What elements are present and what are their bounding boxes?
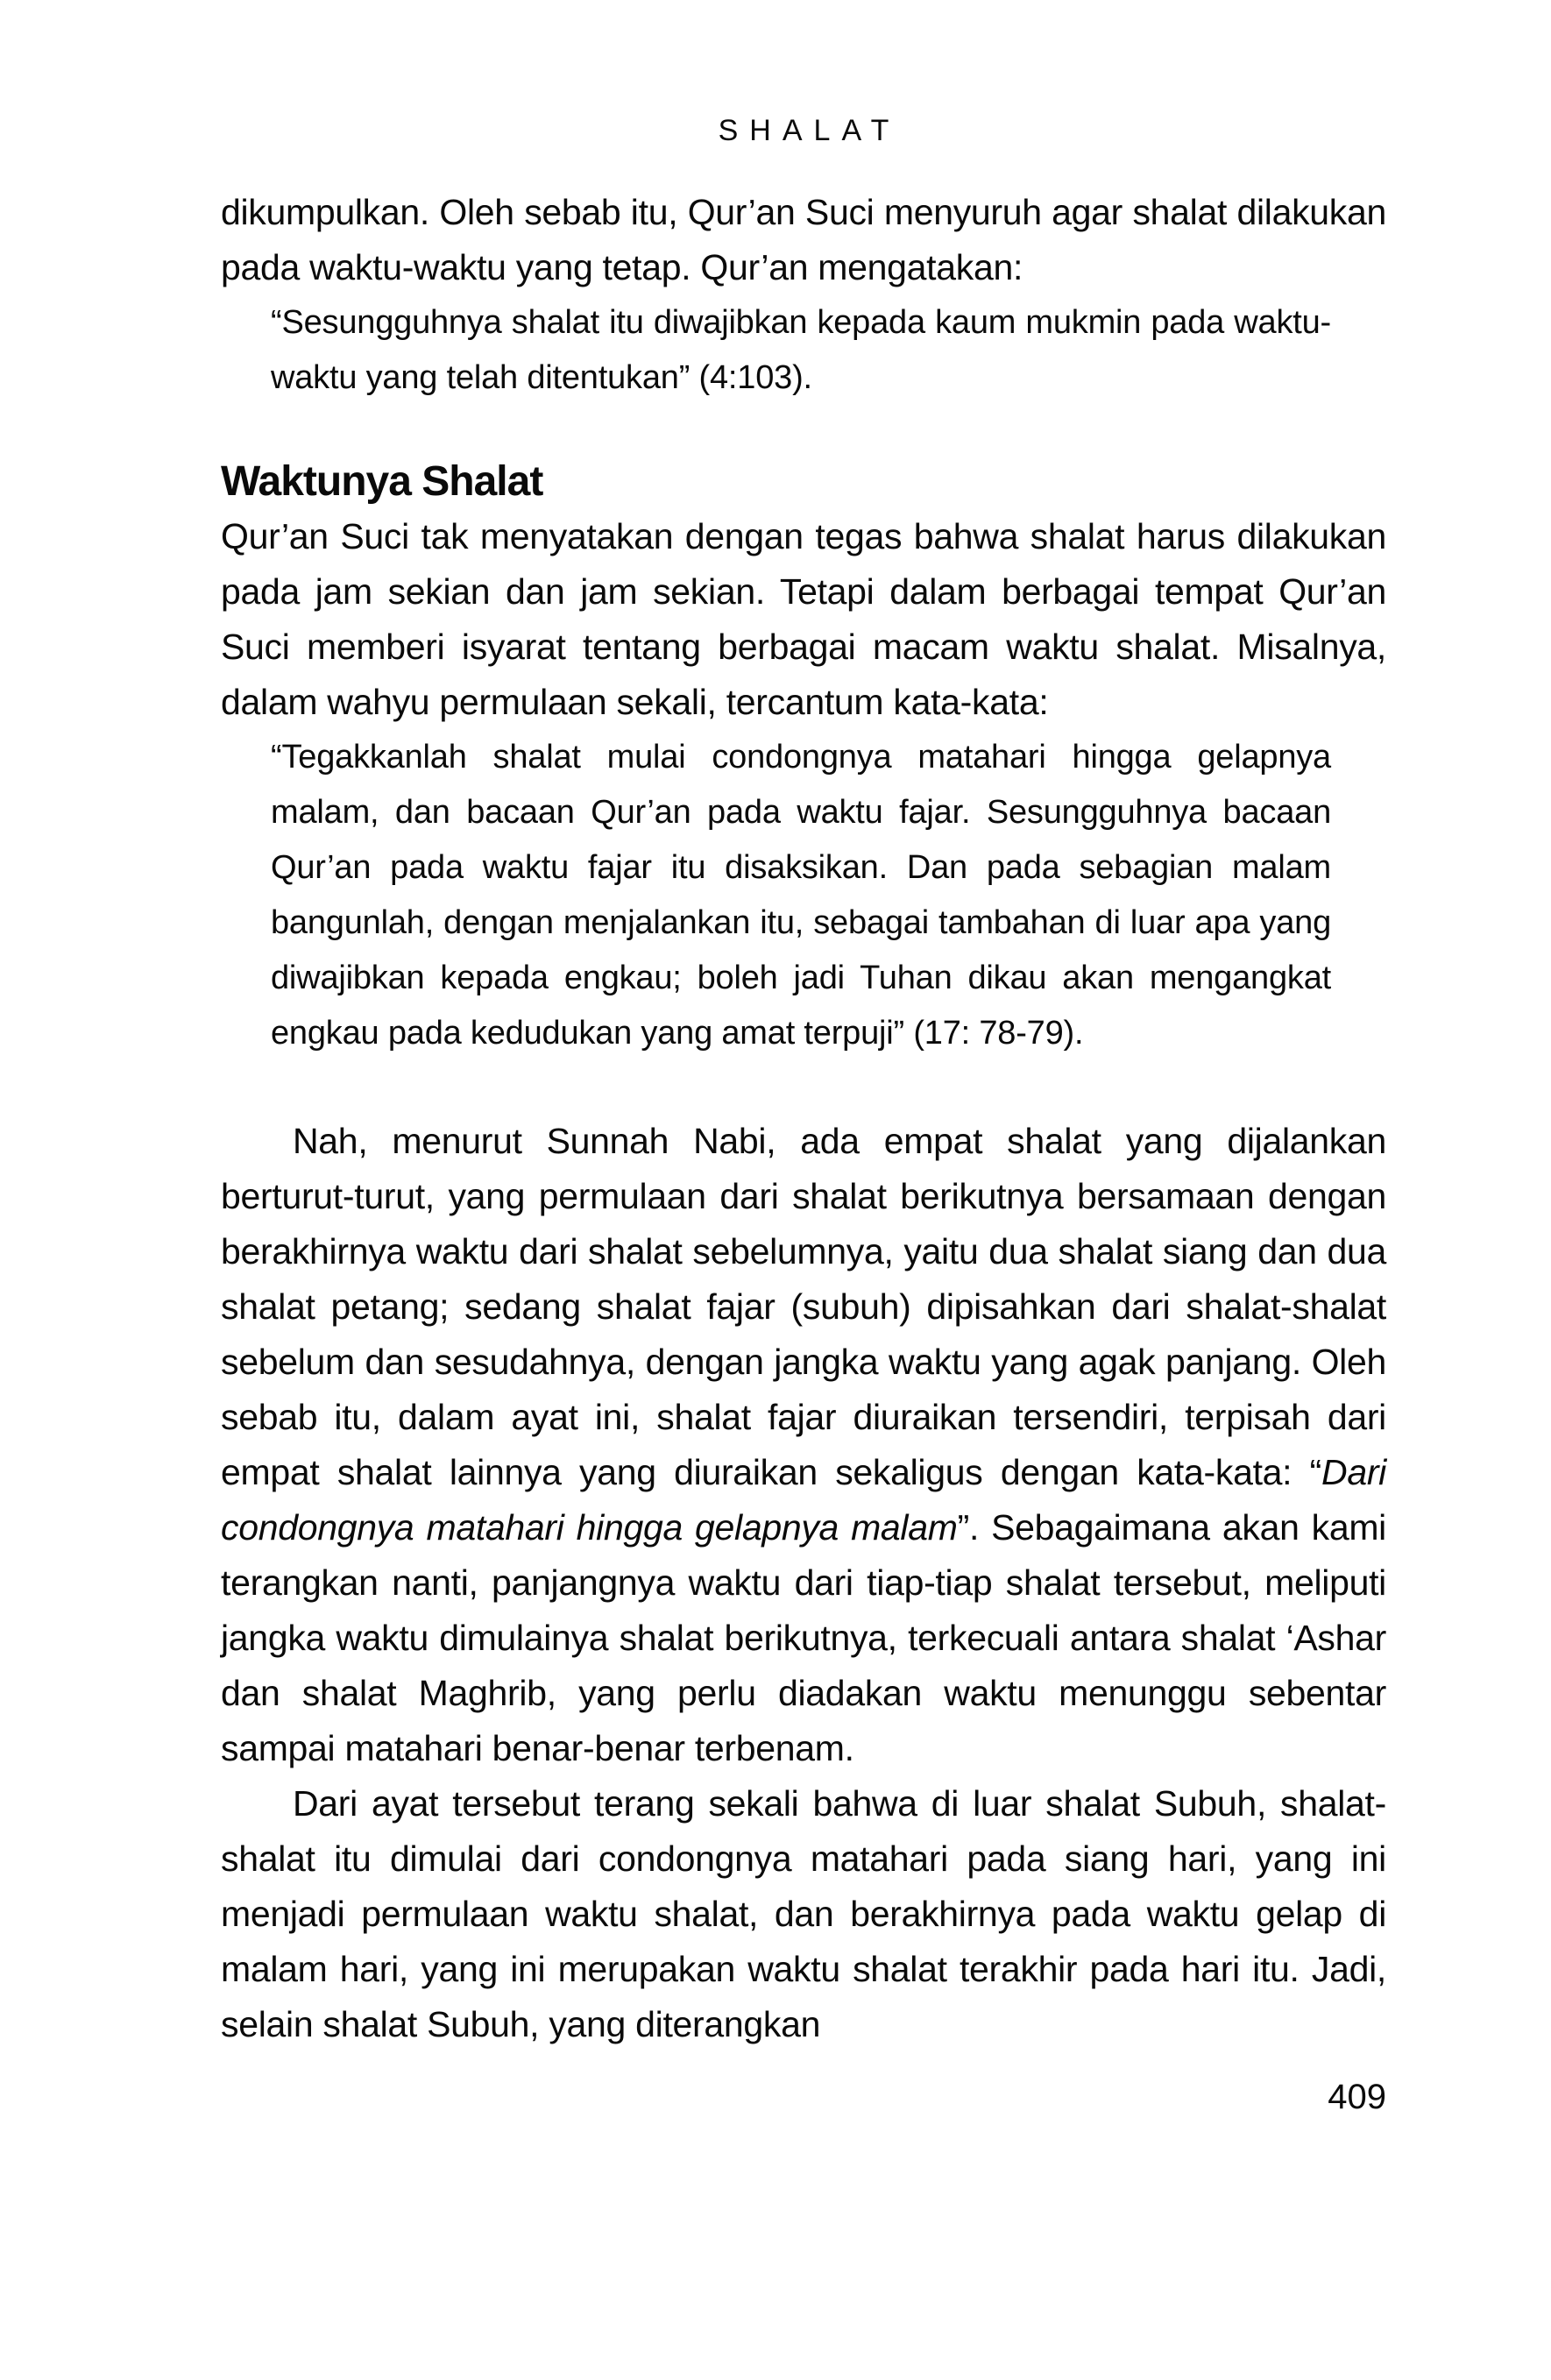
quran-quote-4-103: “Sesungguhnya shalat itu diwajibkan kepada kaum mukmin pada waktu-waktu yang telah ditentukan” (4:103). [271, 304, 1331, 396]
paragraph-empat-shalat-text: Nah, menurut Sunnah Nabi, ada empat shalat yang dijalankan berturut-turut, yang permulaan dari shalat berikutnya bersamaan dengan berakhirnya waktu dari shalat sebelumnya, yaitu dua shalat siang dan dua shalat petang; sedang shalat fajar (subuh) dipisahkan dari shalat-shalat sebelum dan sesudahnya, dengan jangka waktu yang agak panjang. Oleh sebab itu, dalam ayat ini, shalat fajar diuraikan tersendiri, terpisah dari empat shalat lainnya yang diuraikan sekaligus dengan kata-kata: “ [221, 1121, 1386, 1492]
quoted-phrase-italic: Dari condongnya matahari hingga gelapnya malam [221, 1452, 1386, 1548]
quran-quote-17-78-79: “Tegakkanlah shalat mulai condongnya matahari hingga gelapnya malam, dan bacaan Qur’an pada waktu fajar. Sesungguhnya bacaan Qur’an pada waktu fajar itu disaksikan. Dan pada sebagian malam bangunlah, dengan menjalankan itu, sebagai tambahan di luar apa yang diwajibkan kepada engkau; boleh jadi Tuhan dikau akan mengangkat engkau pada kedudukan yang amat terpuji” (17: 78-79). [271, 739, 1331, 1052]
paragraph-dari-ayat: Dari ayat tersebut terang sekali bahwa di luar shalat Subuh, shalat-shalat itu dimulai dari condongnya matahari pada siang hari, yang ini menjadi permulaan waktu shalat, dan berakhirnya pada waktu gelap di malam hari, yang ini merupakan waktu shalat terakhir pada hari itu. Jadi, selain shalat Subuh, yang diterangkan [221, 1783, 1386, 2044]
paragraph-empat-shalat-text-cont: ”. Sebagaimana akan kami terangkan nanti, panjangnya waktu dari tiap-tiap shalat tersebut, meliputi jangka waktu dimulainya shalat berikutnya, terkecuali antara shalat ‘Ashar dan shalat Maghrib, yang perlu diadakan waktu menunggu sebentar sampai matahari benar-benar terbenam. [221, 1507, 1386, 1768]
section-heading: Waktunya Shalat [221, 458, 543, 505]
paragraph-waktunya-shalat: Qur’an Suci tak menyatakan dengan tegas bahwa shalat harus dilakukan pada jam sekian dan jam sekian. Tetapi dalam berbagai tempat Qur’an Suci memberi isyarat tentang berbagai macam waktu shalat. Misalnya, dalam wahyu permulaan sekali, tercantum kata-kata: [221, 516, 1386, 722]
paragraph-empat-shalat [221, 1114, 1386, 1776]
running-head: SHALAT [718, 114, 901, 147]
page-number: 409 [1328, 2078, 1386, 2116]
paragraph-intro: dikumpulkan. Oleh sebab itu, Qur’an Suci menyuruh agar shalat dilakukan pada waktu-waktu yang tetap. Qur’an mengatakan: [221, 192, 1386, 287]
